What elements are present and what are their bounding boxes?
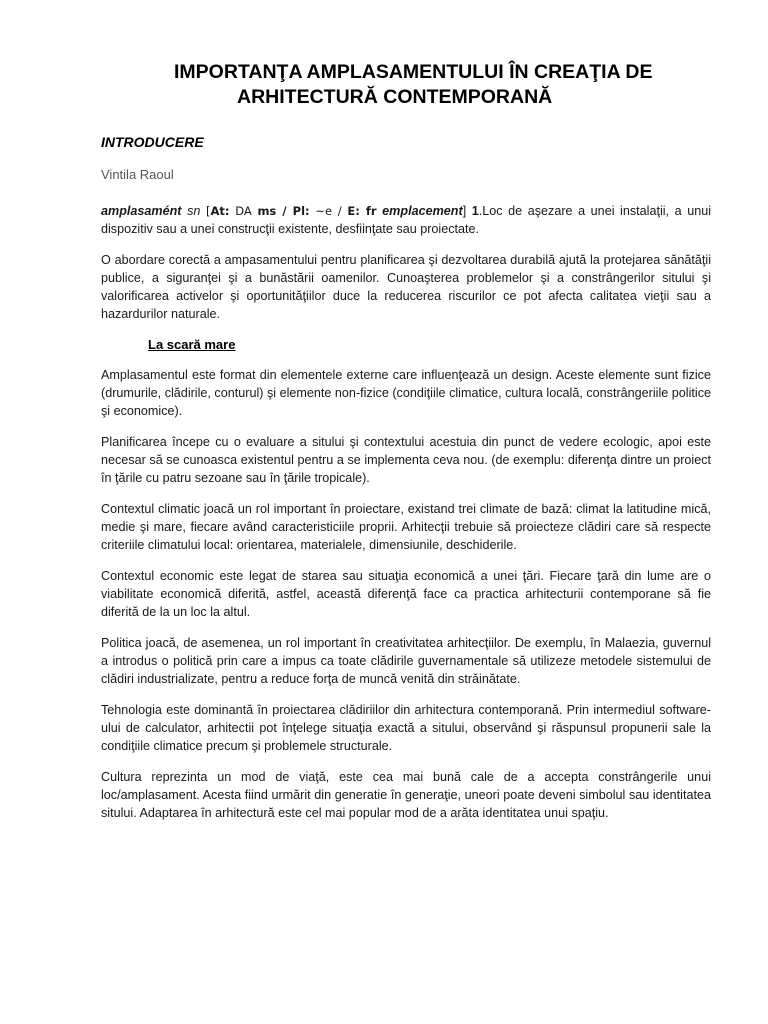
body-paragraph: Cultura reprezinta un mod de viaţă, este cea mai bună cale de a accepta constrângerile unui loc/amplasament. Acesta fiind urmărit din generatie în generaţie, uneori poate deveni simbolul sau identitatea sitului. Adaptarea în arhitectură este cel mai popular mod de a arăta identitatea unui spaţiu. — [101, 770, 711, 820]
body-paragraph: Tehnologia este dominantă în proiectarea clădiriilor din arhitectura contemporană. Prin intermediul software-ului de calculator, arhitectii pot înţelege situaţia exactă a sitului, observând şi răspunsul propunerii sale la condiţiile climatice precum şi problemele structurale. — [101, 703, 711, 753]
body-paragraph: Contextul economic este legat de starea sau situaţia economică a unei ţări. Fiecare ţară din lume are o viabilitate economică diferită, astfel, această diferenţă face ca practica arhitecturii contemporane să fie diferită de la un loc la altul. — [101, 569, 711, 619]
title-line-2: ARHITECTURĂ CONTEMPORANĂ — [237, 86, 553, 108]
author-name: Vintila Raoul — [101, 167, 174, 182]
definition-paragraph: amplasamént sn [At: DA ms / Pl: ~e / E: fr emplacement] 1.Loc de aşezare a unei instalaţii, a unui dispozitiv sau a unei construcţii existente, desfiinţate sau proiectate. — [101, 204, 712, 236]
definition-text: .Loc de aşezare a unei instalaţii, a unui dispozitiv sau a unei construcţii existente, desfiinţate sau proiectate. — [101, 204, 712, 236]
definition-pos: sn — [187, 204, 201, 218]
definition-term: amplasamént — [101, 204, 182, 218]
definition-meta: [At: DA ms / Pl: ~e / E: fr — [205, 204, 377, 218]
document-title — [100, 60, 720, 110]
definition-sense-number: 1 — [471, 204, 479, 218]
subheading: La scară mare — [148, 337, 236, 352]
section-heading: INTRODUCERE — [101, 134, 204, 150]
title-line-1: IMPORTANŢA AMPLASAMENTULUI ÎN CREAŢIA DE — [174, 61, 653, 83]
body-paragraph: O abordare corectă a ampasamentului pentru planificarea şi dezvoltarea durabilă ajută la protejarea sănătăţii publice, a siguranţei şi a bunăstării oamenilor. Cunoaşterea problemelor şi a constrângerilor sitului şi valorificarea activelor şi oportunităţiilor duce la reducerea riscurilor ce pot afecta calitatea vieţii sau a hazardurilor naturale. — [101, 253, 711, 321]
document-body — [101, 202, 711, 835]
body-paragraph: Amplasamentul este format din elementele externe care influenţează un design. Aceste elemente sunt fizice (drumurile, clădirile, conturul) şi elemente non-fizice (condiţiile climatice, cultura locală, constrângeriile politice şi economice). — [101, 368, 711, 418]
body-paragraph: Planificarea începe cu o evaluare a sitului şi contextului acestuia din punct de vedere ecologic, apoi este necesar să se cunoasca existentul pentru a se implementa ceva nou. (de exemplu: diferenţa dintre un proiect în ţările cu patru sezoane sau în ţările tropicale). — [101, 435, 711, 485]
body-paragraph: Contextul climatic joacă un rol important în proiectare, existand trei climate de bază: climat la latitudine mică, medie şi mare, fiecare având caracteristiciile proprii. Arhitecţii trebuie să proiecteze clădiri care să respecte criteriile climatului local: orientarea, materialele, dimensiunile, deschiderile. — [101, 502, 711, 552]
body-paragraph: Politica joacă, de asemenea, un rol important în creativitatea arhitecţiilor. De exemplu, în Malaezia, guvernul a introdus o politică prin care a impus ca toate clădirile guvernamentale să utilizeze metodele sistemului de clădiri industrializate, pentru a reduce forţa de muncă venită din străinătate. — [101, 636, 711, 686]
definition-etym-word: emplacement — [376, 204, 463, 218]
